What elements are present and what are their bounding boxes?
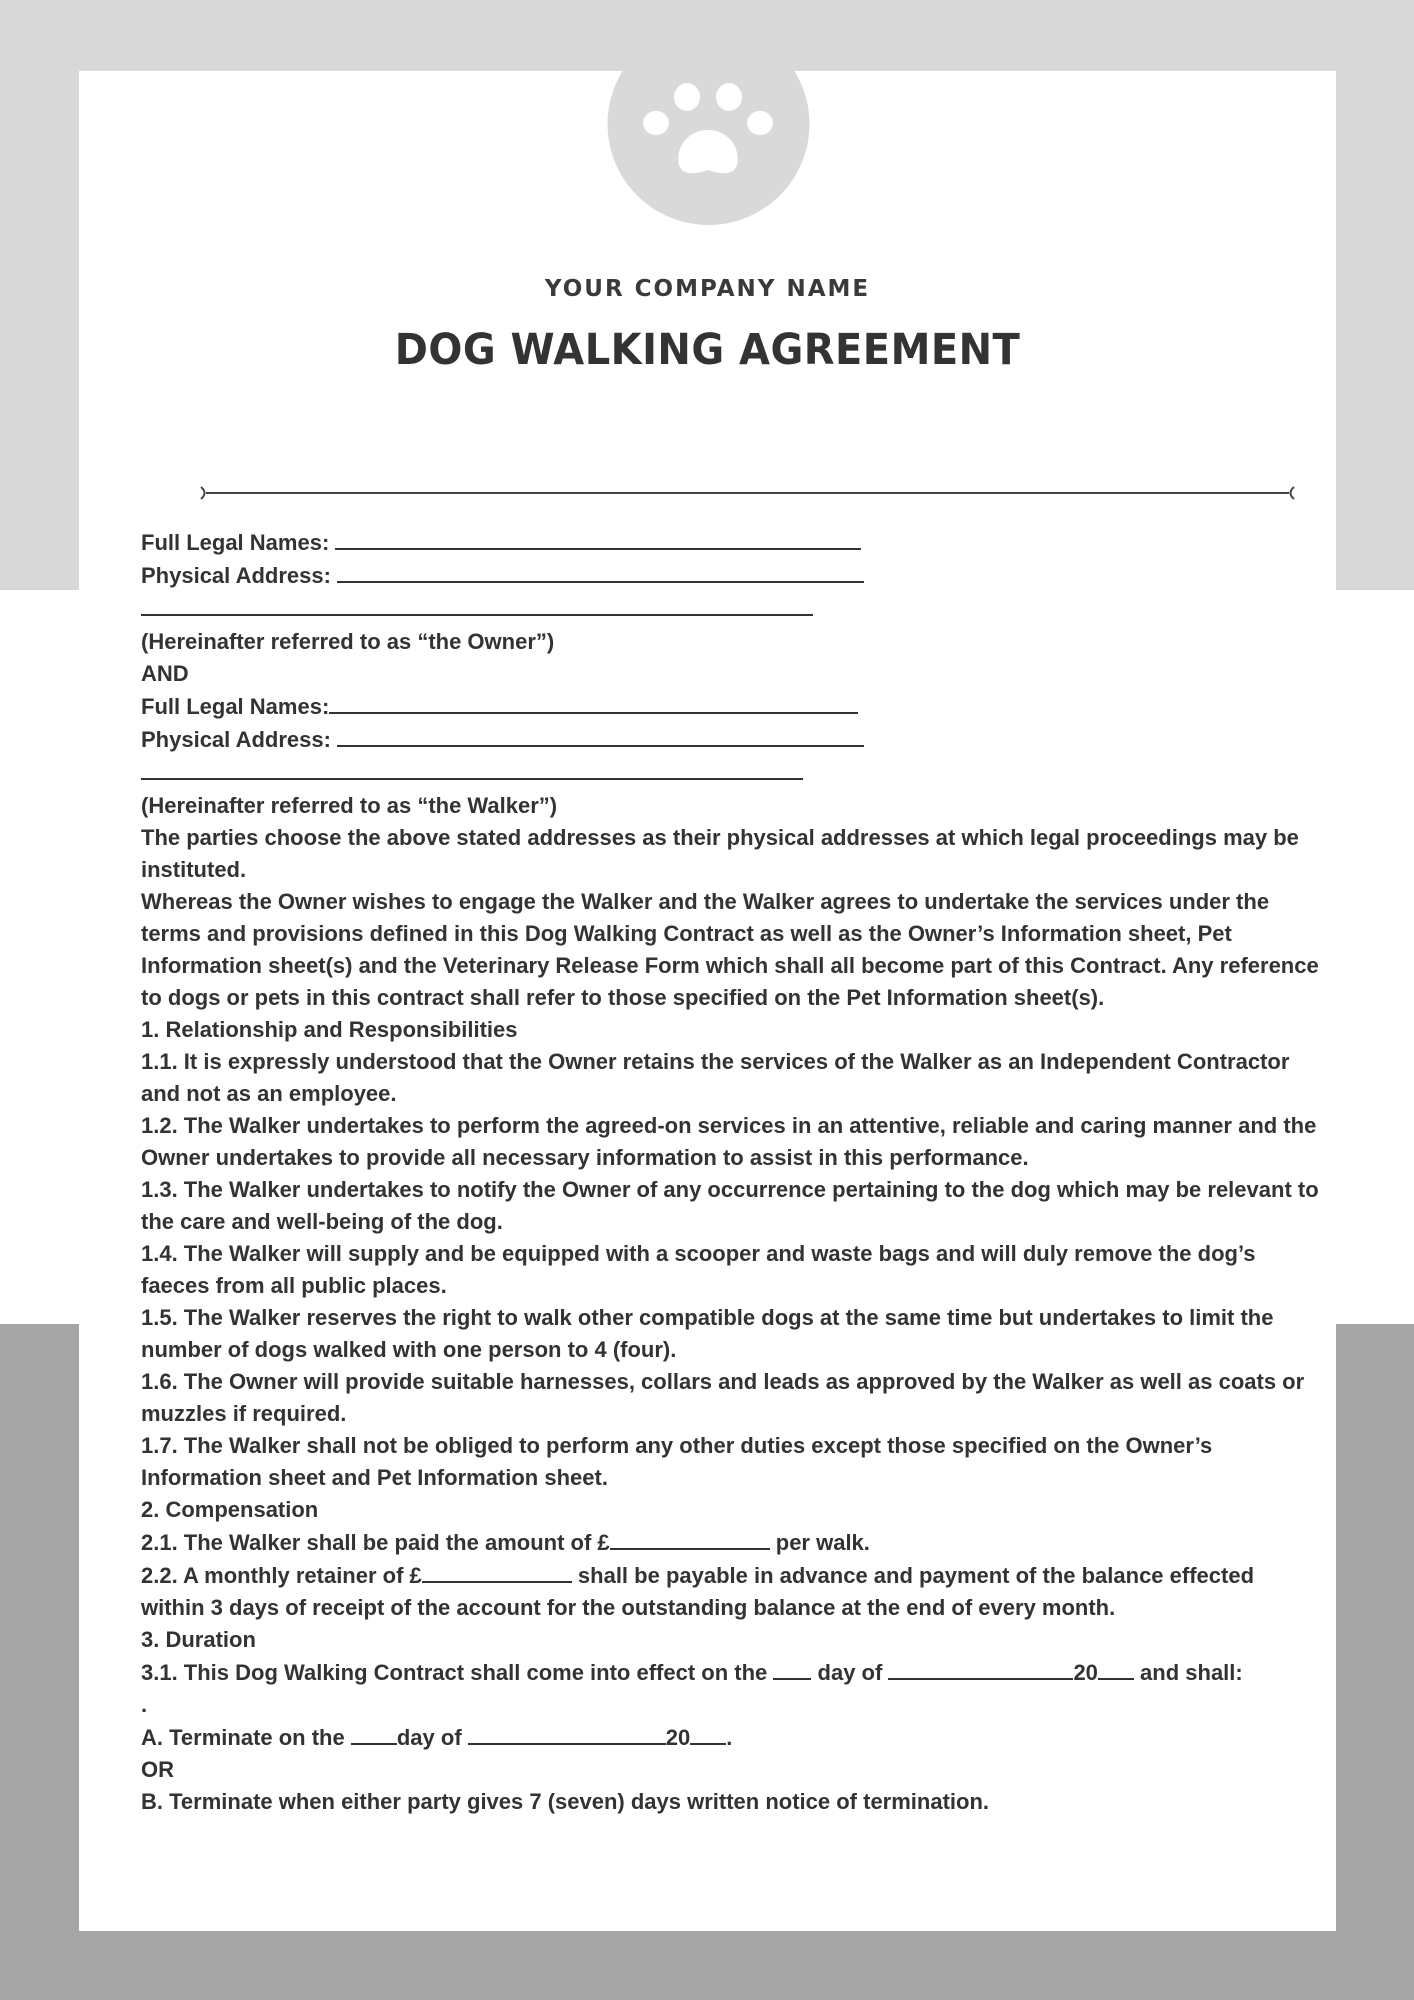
section-2-heading: 2. Compensation (141, 1497, 319, 1522)
start-month-blank[interactable] (888, 1656, 1073, 1680)
walker-address-line: Physical Address: (141, 723, 1321, 756)
owner-address-blank[interactable] (337, 559, 864, 583)
clause-1-4: 1.4. The Walker will supply and be equipped with a scooper and waste bags and will duly remove the dog’s faeces from all public places. (141, 1241, 1256, 1298)
end-day-blank[interactable] (351, 1721, 397, 1745)
and-label: AND (141, 661, 189, 686)
start-day-blank[interactable] (773, 1656, 811, 1680)
clause-3-1: 3.1. This Dog Walking Contract shall come into effect on the day of 20 and shall: (141, 1656, 1321, 1689)
walk-fee-blank[interactable] (610, 1526, 770, 1550)
walker-address-blank[interactable] (337, 723, 864, 747)
document-page (79, 71, 1336, 1931)
clause-1-7: 1.7. The Walker shall not be obliged to perform any other duties except those specified on the Owner’s Information sheet and Pet Information sheet. (141, 1433, 1213, 1490)
owner-address-blank-2[interactable] (141, 592, 813, 616)
owner-referred: (Hereinafter referred to as “the Owner”) (141, 629, 555, 654)
clause-1-6: 1.6. The Owner will provide suitable harnesses, collars and leads as approved by the Walker as well as coats or muzzles if required. (141, 1369, 1305, 1426)
clause-1-1: 1.1. It is expressly understood that the Owner retains the services of the Walker as an Independent Contractor and not as an employee. (141, 1049, 1290, 1106)
start-year-blank[interactable] (1098, 1656, 1134, 1680)
clause-1-2: 1.2. The Walker undertakes to perform the agreed-on services in an attentive, reliable and caring manner and the Owner undertakes to provide all necessary information to assist in this performance. (141, 1113, 1317, 1170)
document-title: DOG WALKING AGREEMENT (394, 325, 1021, 375)
walker-address-blank-2[interactable] (141, 756, 803, 780)
owner-names-blank[interactable] (335, 526, 861, 550)
option-a: A. Terminate on the day of 20 . (141, 1721, 1321, 1754)
clause-1-3: 1.3. The Walker undertakes to notify the Owner of any occurrence pertaining to the dog which may be relevant to the care and well-being of the dog. (141, 1177, 1319, 1234)
walker-names-blank[interactable] (329, 690, 858, 714)
ornamental-divider (199, 485, 1296, 501)
section-3-heading: 3. Duration (141, 1627, 256, 1652)
or-label: OR (141, 1757, 174, 1782)
owner-names-line: Full Legal Names: (141, 526, 1321, 559)
clause-2-2: 2.2. A monthly retainer of £ shall be payable in advance and payment of the balance effected within 3 days of receipt of the account for the outstanding balance at the end of every month. (141, 1559, 1321, 1624)
paw-print-icon (607, 71, 810, 226)
company-name: YOUR COMPANY NAME (544, 276, 871, 302)
retainer-blank[interactable] (422, 1559, 572, 1583)
agreement-body (141, 526, 1321, 1818)
clause-2-1: 2.1. The Walker shall be paid the amount of £ per walk. (141, 1526, 1321, 1559)
owner-address-line: Physical Address: (141, 559, 1321, 592)
end-year-blank[interactable] (690, 1721, 726, 1745)
walker-referred: (Hereinafter referred to as “the Walker”) (141, 793, 558, 818)
whereas-paragraph: Whereas the Owner wishes to engage the Walker and the Walker agrees to undertake the services under the terms and provisions defined in this Dog Walking Contract as well as the Owner’s Information sheet, Pet Information sheet(s) and the Veterinary Release Form which shall all become part of this Contract. Any reference to dogs or pets in this contract shall refer to those specified on the Pet Information sheet(s). (141, 889, 1319, 1010)
clause-1-5: 1.5. The Walker reserves the right to walk other compatible dogs at the same time but undertakes to limit the number of dogs walked with one person to 4 (four). (141, 1305, 1274, 1362)
parties-paragraph: The parties choose the above stated addresses as their physical addresses at which legal proceedings may be instituted. (141, 825, 1299, 882)
logo (607, 71, 810, 226)
end-month-blank[interactable] (468, 1721, 666, 1745)
section-1-heading: 1. Relationship and Responsibilities (141, 1017, 518, 1042)
dot-line: . (141, 1692, 148, 1717)
walker-names-line: Full Legal Names: (141, 690, 1321, 723)
option-b: B. Terminate when either party gives 7 (seven) days written notice of termination. (141, 1789, 990, 1814)
